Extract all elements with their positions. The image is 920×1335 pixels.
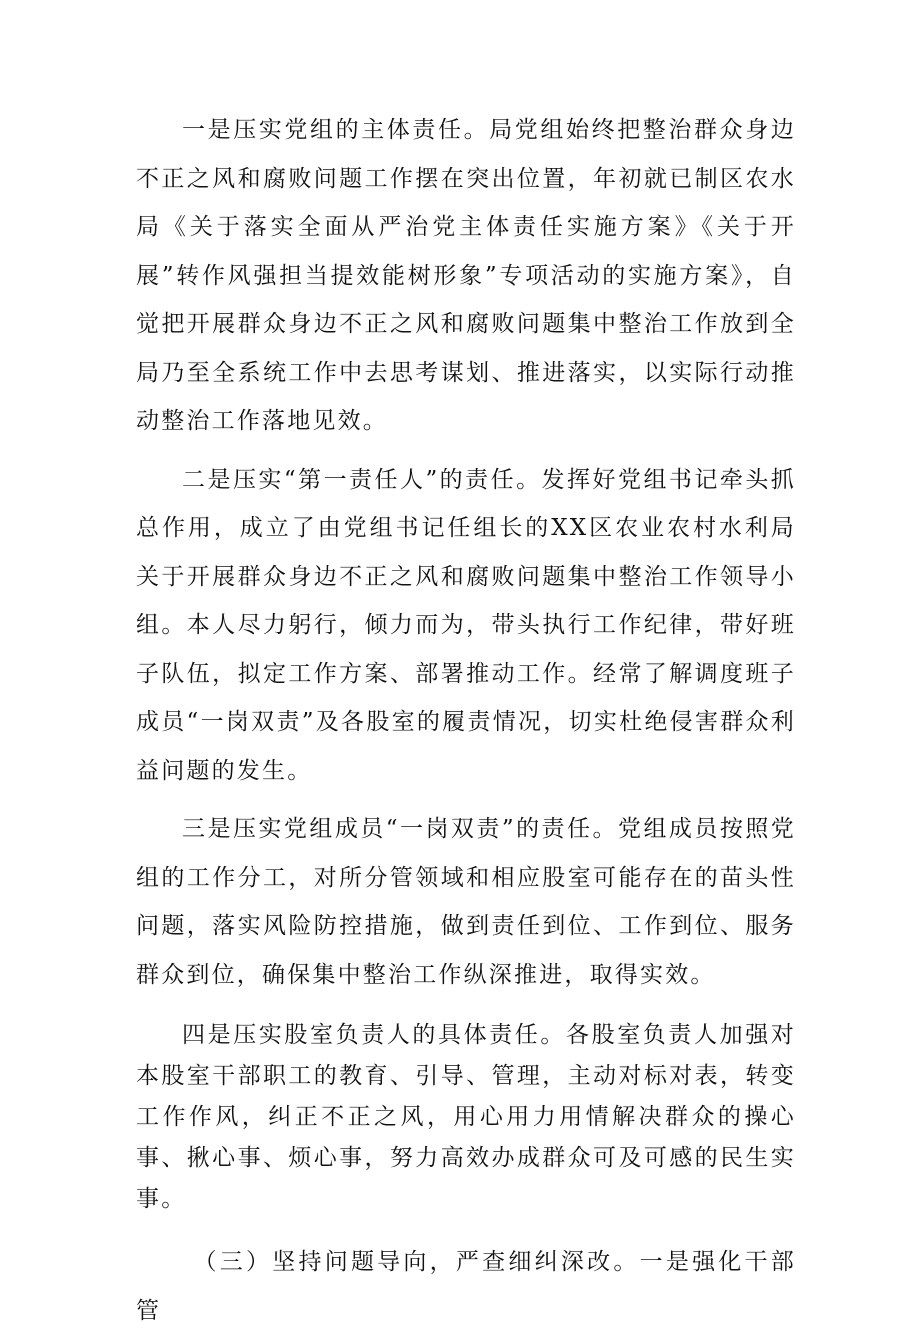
paragraph-section-three-heading: （三）坚持问题导向，严查细纠深改。一是强化干部管 — [136, 1249, 796, 1324]
paragraph-office-heads-responsibility: 四是压实股室负责人的具体责任。各股室负责人加强对本股室干部职工的教育、引导、管理，主动对标对表，转变工作作风，纠正不正之风，用心用力用情解决群众的操心事、揪心事、烦心事，努力高效办成群众可及可感的民生实事。 — [136, 1022, 796, 1212]
paragraph-party-group-responsibility: 一是压实党组的主体责任。局党组始终把整治群众身边不正之风和腐败问题工作摆在突出位置，年初就已制区农水局《关于落实全面从严治党主体责任实施方案》《关于开展”转作风强担当提效能树形象”专项活动的实施方案》，自觉把开展群众身边不正之风和腐败问题集中整治工作放到全局乃至全系统工作中去思考谋划、推进落实，以实际行动推动整治工作落地见效。 — [136, 117, 796, 434]
paragraph-first-responsible-person: 二是压实“第一责任人”的责任。发挥好党组书记牵头抓总作用，成立了由党组书记任组长的XX区农业农村水利局关于开展群众身边不正之风和腐败问题集中整治工作领导小组。本人尽力躬行，倾力而为，带头执行工作纪律，带好班子队伍，拟定工作方案、部署推动工作。经常了解调度班子成员“一岗双责”及各股室的履责情况，切实杜绝侵害群众利益问题的发生。 — [136, 466, 796, 784]
paragraph-members-dual-duty: 三是压实党组成员“一岗双责”的责任。党组成员按照党组的工作分工，对所分管领域和相应股室可能存在的苗头性问题，落实风险防控措施，做到责任到位、工作到位、服务群众到位，确保集中整治工作纵深推进，取得实效。 — [136, 816, 796, 988]
document-page — [136, 106, 796, 1335]
